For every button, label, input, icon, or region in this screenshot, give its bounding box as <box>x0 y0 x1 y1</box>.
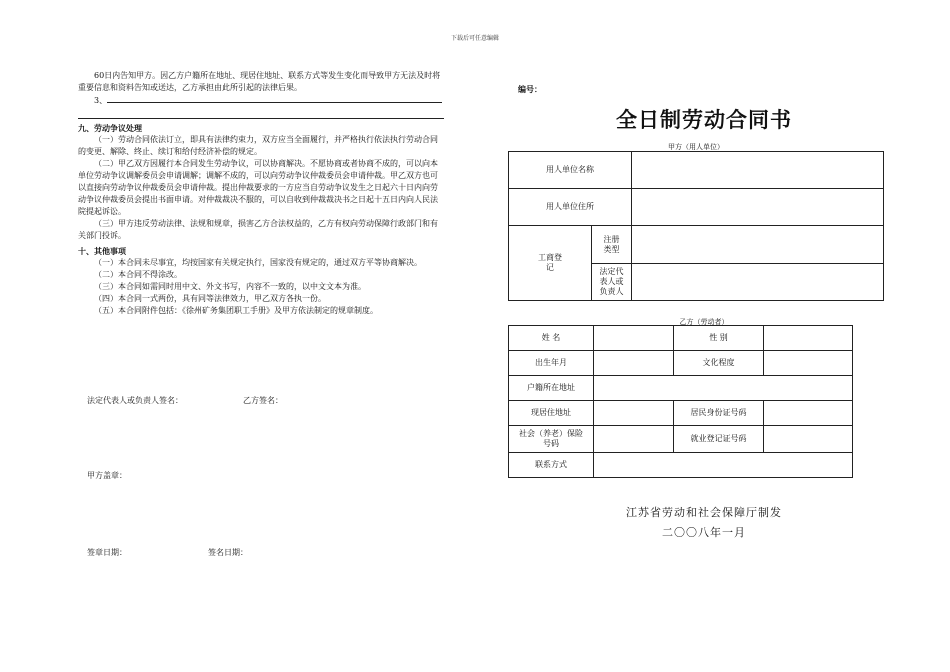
party-a-caption: 甲方（用人单位） <box>668 143 724 151</box>
sec10-p1: （一）本合同未尽事宜，均按国家有关规定执行，国家没有规定的，通过双方平等协商解决。 <box>94 258 422 267</box>
sec10-p2: （二）本合同不得涂改。 <box>94 270 182 279</box>
gender-label: 性 别 <box>674 326 764 351</box>
sec9-p2: （二）甲乙双方因履行本合同发生劳动争议，可以协商解决。不愿协商或者协商不成的，可以向本单位劳动争议调解委员会申请调解；调解不成的，可以向劳动争议仲裁委员会申请仲裁。甲乙双方也可以直接向劳动争议仲裁委员会申请仲裁。提出仲裁要求的一方应当自劳动争议发生之日起六十日内向劳动争议仲裁委员会提出书面申请。对仲裁裁决不服的，可以自收到仲裁裁决书之日起十五日内向人民法院提起诉讼。 <box>78 159 438 216</box>
reg-type-text: 注册类型 <box>603 234 620 254</box>
date-a-label: 签章日期： <box>87 548 127 557</box>
issuer-block <box>508 503 900 543</box>
household-address-field[interactable] <box>594 376 853 401</box>
legal-rep-text: 法定代表人或负责人 <box>599 267 624 296</box>
sec10-p4: （四）本合同一式两份，具有同等法律效力，甲乙双方各执一份。 <box>94 294 326 303</box>
reg-type-label <box>592 226 632 264</box>
employment-reg-field[interactable] <box>764 426 853 453</box>
item-3-label: 3、 <box>94 96 108 105</box>
current-address-label: 现居住地址 <box>509 401 594 426</box>
social-insurance-field[interactable] <box>594 426 674 453</box>
date-b-label: 签名日期： <box>208 548 248 557</box>
sig-b-label: 乙方签名： <box>243 396 283 405</box>
reg-type-field[interactable] <box>632 226 884 264</box>
item-3 <box>78 94 444 107</box>
issuer-name: 江苏省劳动和社会保障厅制发 <box>626 506 782 519</box>
household-address-label: 户籍所在地址 <box>509 376 594 401</box>
sig-rep-label: 法定代表人或负责人签名： <box>87 396 183 405</box>
para-continue: 60日内告知甲方。因乙方户籍所在地址、现居住地址、联系方式等发生变化而导致甲方无法及时将重要信息和资料告知或送达，乙方承担由此所引起的法律后果。 <box>78 71 441 92</box>
id-number-field[interactable] <box>764 401 853 426</box>
contact-field[interactable] <box>594 453 853 478</box>
sec9-p3: （三）甲方违反劳动法律、法规和规章，损害乙方合法权益的，乙方有权向劳动保障行政部门和有关部门投诉。 <box>78 219 438 240</box>
employer-table <box>508 151 884 301</box>
education-label: 文化程度 <box>674 351 764 376</box>
legal-rep-field[interactable] <box>632 264 884 301</box>
birth-field[interactable] <box>594 351 674 376</box>
social-insurance-text: 社会（养老）保险号码 <box>519 429 583 448</box>
name-label: 姓 名 <box>509 326 594 351</box>
business-reg-label <box>509 226 592 301</box>
employer-address-field[interactable] <box>632 189 884 226</box>
document-title: 全日制劳动合同书 <box>616 108 792 132</box>
contract-number-label: 编号： <box>518 84 542 94</box>
employer-name-label: 用人单位名称 <box>509 152 632 189</box>
business-reg-text: 工商登记 <box>538 253 562 272</box>
social-insurance-label <box>509 426 594 453</box>
employer-address-label: 用人单位住所 <box>509 189 632 226</box>
employment-reg-label: 就业登记证号码 <box>674 426 764 453</box>
current-address-field[interactable] <box>594 401 674 426</box>
employee-table <box>508 325 853 478</box>
item-3-blank <box>107 94 442 103</box>
sec9-p1: （一）劳动合同依法订立，即具有法律约束力，双方应当全面履行，并严格执行依法执行劳动合同的变更、解除、终止、续订和给付经济补偿的规定。 <box>78 135 438 156</box>
header-note: 下载后可任意编辑 <box>450 35 499 42</box>
birth-label: 出生年月 <box>509 351 594 376</box>
education-field[interactable] <box>764 351 853 376</box>
sec9-title: 九、劳动争议处理 <box>78 123 142 133</box>
contact-label: 联系方式 <box>509 453 594 478</box>
employer-name-field[interactable] <box>632 152 884 189</box>
gender-field[interactable] <box>764 326 853 351</box>
id-number-label: 居民身份证号码 <box>674 401 764 426</box>
left-page <box>78 70 444 317</box>
sec10-p5: （五）本合同附件包括：《徐州矿务集团职工手册》及甲方依法制定的规章制度。 <box>94 306 378 315</box>
name-field[interactable] <box>594 326 674 351</box>
sec10-p3: （三）本合同如需同时用中文、外文书写，内容不一致的，以中文文本为准。 <box>94 282 366 291</box>
party-b-caption: 乙方（劳动者） <box>679 318 729 326</box>
blank-line <box>78 107 444 119</box>
legal-rep-label <box>592 264 632 301</box>
seal-a-label: 甲方盖章： <box>87 471 127 480</box>
issue-date: 二〇〇八年一月 <box>662 526 746 539</box>
sec10-title: 十、其他事项 <box>78 246 126 256</box>
